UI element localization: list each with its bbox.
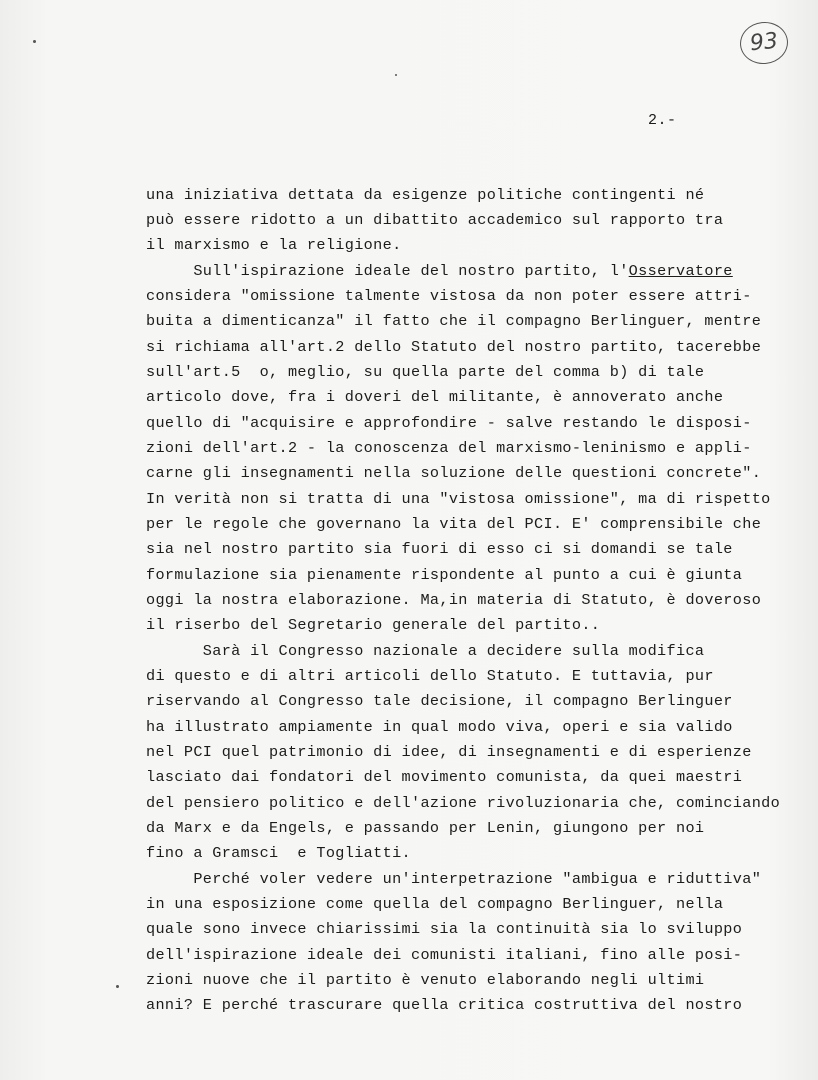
text-line — [146, 262, 733, 280]
text-line: considera "omissione talmente vistosa da non poter essere attri- — [146, 287, 752, 305]
scan-speck — [116, 985, 119, 988]
text-line: quello di "acquisire e approfondire - salve restando le disposi- — [146, 414, 752, 432]
underlined-word: Osservatore — [628, 262, 733, 280]
text-line: In verità non si tratta di una "vistosa omissione", ma di rispetto — [146, 490, 771, 508]
page-stamp: 93 — [738, 20, 790, 67]
text-line: una iniziativa dettata da esigenze politiche contingenti né — [146, 186, 705, 204]
text-line: di questo e di altri articoli dello Statuto. E tuttavia, pur — [146, 667, 714, 685]
text-line: articolo dove, fra i doveri del militante, è annoverato anche — [146, 388, 724, 406]
text-line: il riserbo del Segretario generale del partito.. — [146, 616, 601, 634]
text-line: zioni nuove che il partito è venuto elaborando negli ultimi — [146, 971, 705, 989]
page-number: 2.- — [648, 112, 677, 129]
text-line: dell'ispirazione ideale dei comunisti italiani, fino alle posi- — [146, 946, 743, 964]
text-line-start: Sull'ispirazione ideale del nostro partito, l' — [146, 262, 629, 280]
text-line: riservando al Congresso tale decisione, il compagno Berlinguer — [146, 692, 733, 710]
text-line: del pensiero politico e dell'azione rivoluzionaria che, cominciando — [146, 794, 781, 812]
text-line: zioni dell'art.2 - la conoscenza del marxismo-leninismo e appli- — [146, 439, 752, 457]
text-line: Perché voler vedere un'interpetrazione "ambigua e riduttiva" — [146, 870, 762, 888]
scan-speck — [395, 74, 397, 76]
text-line: per le regole che governano la vita del PCI. E' comprensibile che — [146, 515, 762, 533]
text-line: fino a Gramsci e Togliatti. — [146, 844, 411, 862]
scan-speck — [33, 40, 36, 43]
text-line: si richiama all'art.2 dello Statuto del nostro partito, tacerebbe — [146, 338, 762, 356]
text-line: il marxismo e la religione. — [146, 236, 402, 254]
text-line: da Marx e da Engels, e passando per Lenin, giungono per noi — [146, 819, 705, 837]
text-line: buita a dimenticanza" il fatto che il compagno Berlinguer, mentre — [146, 312, 762, 330]
text-line: lasciato dai fondatori del movimento comunista, da quei maestri — [146, 768, 743, 786]
text-line: nel PCI quel patrimonio di idee, di insegnamenti e di esperienze — [146, 743, 752, 761]
text-line: sia nel nostro partito sia fuori di esso ci si domandi se tale — [146, 540, 733, 558]
text-line: può essere ridotto a un dibattito accademico sul rapporto tra — [146, 211, 724, 229]
text-line: Sarà il Congresso nazionale a decidere sulla modifica — [146, 642, 705, 660]
text-line: quale sono invece chiarissimi sia la continuità sia lo sviluppo — [146, 920, 743, 938]
text-line: carne gli insegnamenti nella soluzione delle questioni concrete". — [146, 464, 762, 482]
text-line: sull'art.5 o, meglio, su quella parte del comma b) di tale — [146, 363, 705, 381]
text-line: formulazione sia pienamente rispondente al punto a cui è giunta — [146, 566, 743, 584]
text-line: anni? E perché trascurare quella critica costruttiva del nostro — [146, 996, 743, 1014]
text-line: in una esposizione come quella del compagno Berlinguer, nella — [146, 895, 724, 913]
text-line: oggi la nostra elaborazione. Ma,in materia di Statuto, è doveroso — [146, 591, 762, 609]
text-line: ha illustrato ampiamente in qual modo viva, operi e sia valido — [146, 718, 733, 736]
